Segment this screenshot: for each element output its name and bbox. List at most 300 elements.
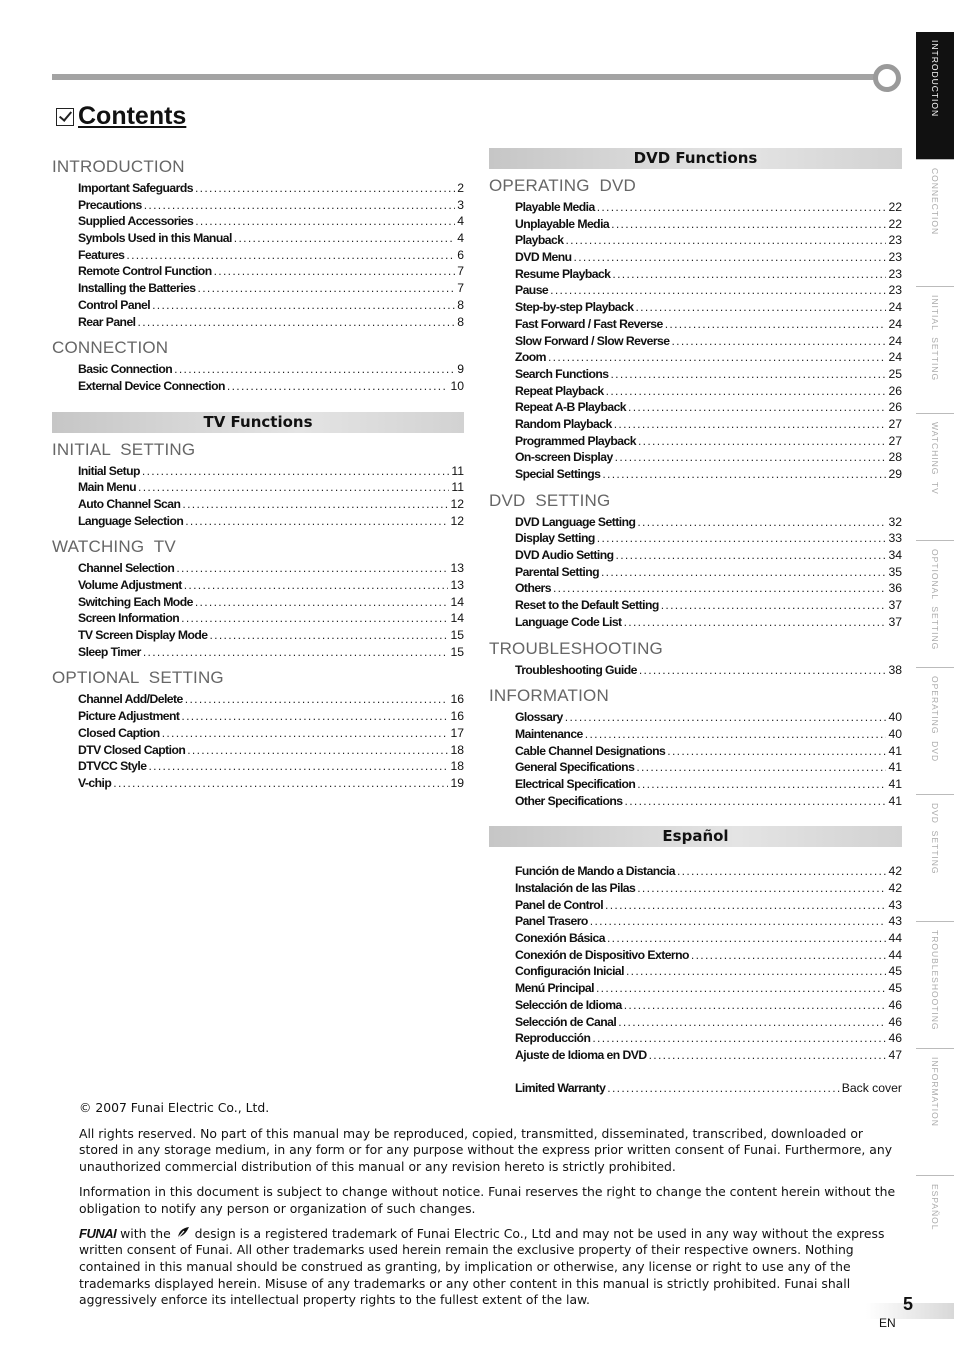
toc-right-column xyxy=(489,148,902,1097)
toc-leader-dots xyxy=(610,367,886,381)
toc-entry[interactable] xyxy=(515,598,902,615)
toc-entry-title: Configuración Inicial xyxy=(515,964,624,979)
section-tab-label: WATCHING TV xyxy=(930,422,940,495)
top-rule-circle xyxy=(873,64,901,92)
section-tab[interactable] xyxy=(916,32,954,159)
toc-list xyxy=(489,1081,902,1098)
toc-entry-title: Auto Channel Scan xyxy=(78,496,181,511)
toc-leader-dots xyxy=(637,515,886,529)
section-tab[interactable] xyxy=(916,286,954,413)
toc-leader-dots xyxy=(234,231,455,245)
toc-entry[interactable] xyxy=(515,615,902,632)
toc-entry[interactable] xyxy=(515,727,902,744)
toc-entry[interactable] xyxy=(78,692,464,709)
section-tab[interactable] xyxy=(916,667,954,794)
toc-leader-dots xyxy=(142,464,449,478)
section-tab-label: OPERATING DVD xyxy=(930,676,940,763)
section-band: TV Functions xyxy=(52,412,464,433)
toc-entry-page: 37 xyxy=(888,598,902,613)
toc-entry[interactable] xyxy=(78,578,464,595)
toc-entry[interactable] xyxy=(78,645,464,662)
toc-entry-page: 24 xyxy=(888,333,902,348)
toc-entry-title: Switching Each Mode xyxy=(78,594,193,609)
toc-entry-title: Limited Warranty xyxy=(515,1080,606,1095)
toc-entry-title: Resume Playback xyxy=(515,266,611,281)
section-tab[interactable] xyxy=(916,1048,954,1175)
toc-leader-dots xyxy=(597,531,887,545)
toc-entry-title: External Device Connection xyxy=(78,378,225,393)
toc-leader-dots xyxy=(667,744,886,758)
toc-leader-dots xyxy=(671,334,886,348)
toc-entry-title: Search Functions xyxy=(515,366,609,381)
toc-leader-dots xyxy=(585,727,887,741)
toc-entry-page: 36 xyxy=(888,581,902,596)
toc-entry[interactable] xyxy=(78,628,464,645)
toc-entry[interactable] xyxy=(78,743,464,760)
toc-entry[interactable] xyxy=(78,561,464,578)
toc-entry[interactable] xyxy=(515,367,902,384)
section-tab-label: ESPAÑOL xyxy=(930,1184,940,1231)
toc-entry-page: 25 xyxy=(888,366,902,381)
toc-entry-title: Features xyxy=(78,247,125,262)
toc-leader-dots xyxy=(565,233,886,247)
toc-entry-page: 8 xyxy=(457,297,464,312)
toc-entry-page: 19 xyxy=(450,775,464,790)
section-heading: OPERATING DVD xyxy=(489,176,637,195)
section-tab-label: CONNECTION xyxy=(930,168,940,236)
toc-entry-page: 23 xyxy=(888,283,902,298)
toc-entry[interactable] xyxy=(515,317,902,334)
toc-entry-page: 18 xyxy=(450,742,464,757)
toc-leader-dots xyxy=(614,417,887,431)
toc-entry[interactable] xyxy=(515,914,902,931)
toc-entry-page: 32 xyxy=(888,514,902,529)
toc-leader-dots xyxy=(636,300,887,314)
toc-entry[interactable] xyxy=(515,710,902,727)
toc-entry-page: 23 xyxy=(888,266,902,281)
toc-entry-title: Maintenance xyxy=(515,726,583,741)
toc-leader-dots xyxy=(214,264,456,278)
toc-leader-dots xyxy=(611,217,886,231)
toc-entry-page: 28 xyxy=(888,450,902,465)
toc-entry[interactable] xyxy=(515,864,902,881)
toc-entry-title: Repeat Playback xyxy=(515,383,604,398)
section-tab[interactable] xyxy=(916,159,954,286)
toc-entry-page: 24 xyxy=(888,300,902,315)
toc-entry-title: Language Code List xyxy=(515,614,622,629)
toc-entry-title: Sleep Timer xyxy=(78,644,141,659)
toc-leader-dots xyxy=(550,283,886,297)
toc-entry-page: 47 xyxy=(888,1047,902,1062)
toc-leader-dots xyxy=(138,480,449,494)
toc-entry-page: 22 xyxy=(888,216,902,231)
toc-entry[interactable] xyxy=(515,777,902,794)
toc-entry-title: Reset to the Default Setting xyxy=(515,598,659,613)
toc-entry-title: Reproducción xyxy=(515,1031,591,1046)
toc-entry[interactable] xyxy=(78,379,464,396)
toc-entry-page: 11 xyxy=(451,463,464,478)
toc-entry-page: 12 xyxy=(450,496,464,511)
toc-entry-page: 7 xyxy=(457,281,464,296)
toc-entry-page: 45 xyxy=(888,981,902,996)
toc-entry[interactable] xyxy=(515,794,902,811)
toc-entry-page: 35 xyxy=(888,564,902,579)
toc-entry-title: Display Setting xyxy=(515,531,595,546)
toc-leader-dots xyxy=(639,663,887,677)
toc-entry[interactable] xyxy=(515,384,902,401)
section-heading: INITIAL SETTING xyxy=(52,439,196,459)
toc-list xyxy=(52,181,464,331)
toc-entry-title: Language Selection xyxy=(78,513,184,528)
toc-leader-dots xyxy=(637,881,886,895)
toc-entry[interactable] xyxy=(78,214,464,231)
toc-entry[interactable] xyxy=(515,948,902,965)
toc-entry[interactable] xyxy=(515,467,902,484)
toc-entry-title: Conexión de Dispositivo Externo xyxy=(515,947,689,962)
toc-entry[interactable] xyxy=(78,231,464,248)
toc-leader-dots xyxy=(606,384,887,398)
trademark-text-b: design is a registered trademark of Funai Electric Co., Ltd and may not be used in any way without the express written consent of Funai. All other trademarks used herein remain the exclusive property of their respective owners. Nothing contained in this manual should be construed as granting, by implication or otherwise, any license or right to use any of the trademarks displayed herein. Misuse of any trademarks or any other content in this manual is strictly prohibited. Funai shall aggressively enforce its intellectual property rights to the fullest extent of the law. xyxy=(79,1225,885,1308)
toc-leader-dots xyxy=(618,1015,886,1029)
toc-leader-dots xyxy=(162,726,449,740)
toc-entry[interactable] xyxy=(78,362,464,379)
toc-entry[interactable] xyxy=(515,931,902,948)
toc-leader-dots xyxy=(138,315,456,329)
toc-entry-page: 3 xyxy=(457,197,464,212)
toc-leader-dots xyxy=(548,350,886,364)
toc-entry[interactable] xyxy=(78,709,464,726)
toc-entry-page: 45 xyxy=(888,964,902,979)
toc-entry-page: 44 xyxy=(888,931,902,946)
toc-entry[interactable] xyxy=(515,450,902,467)
toc-entry[interactable] xyxy=(78,264,464,281)
toc-entry[interactable] xyxy=(515,283,902,300)
toc-entry[interactable] xyxy=(515,515,902,532)
toc-entry[interactable] xyxy=(515,1081,902,1098)
toc-leader-dots xyxy=(144,198,456,212)
toc-entry[interactable] xyxy=(78,464,464,481)
section-tab-label: INITIAL SETTING xyxy=(930,295,940,382)
toc-leader-dots xyxy=(649,1048,887,1062)
toc-entry-title: Glossary xyxy=(515,710,563,725)
toc-entry[interactable] xyxy=(515,350,902,367)
toc-leader-dots xyxy=(195,181,455,195)
section-tab[interactable] xyxy=(916,794,954,921)
toc-leader-dots xyxy=(592,1031,886,1045)
trademark-text-a: with the xyxy=(116,1225,175,1241)
toc-entry-title: Precautions xyxy=(78,197,142,212)
checkbox-icon xyxy=(56,108,74,126)
toc-leader-dots xyxy=(209,628,448,642)
toc-entry[interactable] xyxy=(515,531,902,548)
toc-entry-page: 4 xyxy=(457,214,464,229)
toc-entry[interactable] xyxy=(515,400,902,417)
section-band: Español xyxy=(489,826,902,847)
toc-entry-title: V-chip xyxy=(78,775,112,790)
toc-entry[interactable] xyxy=(78,315,464,332)
toc-entry-page: 14 xyxy=(450,611,464,626)
toc-leader-dots xyxy=(182,497,448,511)
toc-entry[interactable] xyxy=(515,964,902,981)
toc-entry-title: DTV Closed Caption xyxy=(78,742,186,757)
toc-leader-dots xyxy=(612,267,886,281)
toc-entry-page: 4 xyxy=(457,231,464,246)
toc-entry-page: 41 xyxy=(888,793,902,808)
toc-entry-title: Symbols Used in this Manual xyxy=(78,231,232,246)
toc-leader-dots xyxy=(637,777,886,791)
toc-entry-page: 18 xyxy=(450,759,464,774)
page-title xyxy=(56,102,186,131)
toc-leader-dots xyxy=(181,709,448,723)
page-number: 5 xyxy=(903,1294,914,1314)
toc-entry[interactable] xyxy=(78,497,464,514)
toc-leader-dots xyxy=(597,200,887,214)
toc-leader-dots xyxy=(574,250,887,264)
toc-entry-page: 15 xyxy=(450,644,464,659)
toc-entry-title: Pause xyxy=(515,283,549,298)
toc-entry-page: 15 xyxy=(450,628,464,643)
toc-leader-dots xyxy=(665,317,887,331)
toc-leader-dots xyxy=(565,710,887,724)
toc-entry[interactable] xyxy=(515,760,902,777)
toc-entry-title: Unplayable Media xyxy=(515,216,610,231)
toc-entry[interactable] xyxy=(515,1048,902,1065)
toc-entry-page: 46 xyxy=(888,1031,902,1046)
toc-entry-title: Basic Connection xyxy=(78,362,173,377)
toc-leader-dots xyxy=(176,561,448,575)
toc-entry-page: 23 xyxy=(888,233,902,248)
toc-list xyxy=(489,864,902,1064)
toc-list xyxy=(489,200,902,484)
toc-entry-page: 43 xyxy=(888,914,902,929)
toc-entry-page: 7 xyxy=(457,264,464,279)
toc-entry-title: Cable Channel Designations xyxy=(515,743,666,758)
toc-entry-title: Random Playback xyxy=(515,416,612,431)
toc-leader-dots xyxy=(553,581,886,595)
toc-leader-dots xyxy=(616,548,887,562)
toc-entry[interactable] xyxy=(515,998,902,1015)
toc-entry-title: Important Safeguards xyxy=(78,181,193,195)
toc-entry-page: 16 xyxy=(450,692,464,707)
toc-leader-dots xyxy=(636,760,886,774)
toc-entry-page: 41 xyxy=(888,760,902,775)
toc-entry-title: Slow Forward / Slow Reverse xyxy=(515,333,670,348)
toc-entry[interactable] xyxy=(515,663,902,680)
toc-leader-dots xyxy=(605,898,886,912)
toc-entry[interactable] xyxy=(515,1031,902,1048)
toc-entry-page: 24 xyxy=(888,316,902,331)
section-tab-label: INTRODUCTION xyxy=(930,40,940,118)
toc-entry-title: Selección de Idioma xyxy=(515,997,622,1012)
toc-entry-title: Programmed Playback xyxy=(515,433,636,448)
section-tab[interactable] xyxy=(916,540,954,667)
toc-leader-dots xyxy=(152,298,455,312)
toc-leader-dots xyxy=(184,578,449,592)
section-heading: DVD SETTING xyxy=(489,490,611,510)
toc-entry-page: 9 xyxy=(457,362,464,377)
toc-entry[interactable] xyxy=(515,881,902,898)
toc-entry[interactable] xyxy=(515,217,902,234)
toc-entry[interactable] xyxy=(515,434,902,451)
toc-list xyxy=(489,515,902,632)
toc-entry-title: Closed Caption xyxy=(78,725,160,740)
leaf-logo-icon xyxy=(175,1226,191,1240)
toc-entry-title: Zoom xyxy=(515,350,546,365)
toc-list xyxy=(489,710,902,810)
toc-left-column xyxy=(52,150,464,793)
section-tab-label: TROUBLESHOOTING xyxy=(930,930,940,1031)
section-band: DVD Functions xyxy=(489,148,902,169)
toc-entry[interactable] xyxy=(515,548,902,565)
toc-leader-dots xyxy=(148,759,448,773)
section-heading: TROUBLESHOOTING xyxy=(489,638,663,658)
section-heading: CONNECTION xyxy=(52,338,169,358)
toc-entry-page: 26 xyxy=(888,383,902,398)
toc-entry-title: Channel Add/Delete xyxy=(78,692,183,707)
toc-leader-dots xyxy=(615,450,887,464)
toc-entry[interactable] xyxy=(515,1015,902,1032)
rights-paragraph: All rights reserved. No part of this manual may be reproduced, copied, transmitted, disseminated, transcribed, downloaded or stored in any storage medium, in any form or for any purpose without the express prior written consent of Funai. Furthermore, any unauthorized commercial distribution of this manual or any revision hereto is strictly prohibited. xyxy=(79,1125,893,1174)
toc-entry-title: DVD Menu xyxy=(515,250,572,265)
toc-entry[interactable] xyxy=(78,611,464,628)
toc-entry-title: TV Screen Display Mode xyxy=(78,628,208,643)
notice-paragraph: Information in this document is subject to change without notice. Funai reserves the right to change the content herein without the obligation to notify any person or organization of such changes. xyxy=(79,1183,896,1216)
toc-entry-page: 43 xyxy=(888,897,902,912)
toc-entry[interactable] xyxy=(78,298,464,315)
toc-entry[interactable] xyxy=(78,480,464,497)
toc-leader-dots xyxy=(607,931,886,945)
top-rule xyxy=(52,74,877,80)
toc-entry-page: 34 xyxy=(888,548,902,563)
toc-entry-title: Función de Mando a Distancia xyxy=(515,864,675,879)
toc-entry-page: 12 xyxy=(450,513,464,528)
toc-entry-page: Back cover xyxy=(841,1080,902,1095)
toc-entry-title: DVD Audio Setting xyxy=(515,548,614,563)
toc-leader-dots xyxy=(601,565,886,579)
toc-entry[interactable] xyxy=(515,417,902,434)
toc-leader-dots xyxy=(624,615,887,629)
toc-entry-page: 33 xyxy=(888,531,902,546)
toc-entry-title: Volume Adjustment xyxy=(78,578,182,592)
toc-entry[interactable] xyxy=(78,281,464,298)
toc-entry-title: Conexión Básica xyxy=(515,931,605,946)
toc-leader-dots xyxy=(198,281,456,295)
toc-leader-dots xyxy=(624,998,887,1012)
toc-entry[interactable] xyxy=(78,514,464,531)
toc-entry[interactable] xyxy=(515,565,902,582)
toc-entry-title: Remote Control Function xyxy=(78,264,212,279)
section-tab[interactable] xyxy=(916,413,954,540)
toc-entry-page: 46 xyxy=(888,997,902,1012)
toc-leader-dots xyxy=(638,434,886,448)
toc-entry[interactable] xyxy=(515,898,902,915)
toc-leader-dots xyxy=(626,964,886,978)
toc-entry-page: 22 xyxy=(888,200,902,214)
toc-entry-page: 42 xyxy=(888,881,902,895)
toc-entry-title: Repeat A-B Playback xyxy=(515,400,627,415)
toc-leader-dots xyxy=(691,948,887,962)
toc-entry[interactable] xyxy=(515,581,902,598)
toc-entry[interactable] xyxy=(78,595,464,612)
toc-entry-page: 38 xyxy=(888,662,902,677)
toc-leader-dots xyxy=(195,595,449,609)
toc-entry[interactable] xyxy=(78,776,464,793)
toc-entry[interactable] xyxy=(78,181,464,198)
toc-entry-title: Panel de Control xyxy=(515,897,604,912)
toc-entry-title: Control Panel xyxy=(78,297,151,312)
section-tab-label: DVD SETTING xyxy=(930,803,940,875)
funai-logo: FUNAI xyxy=(79,1225,117,1241)
toc-list xyxy=(52,362,464,395)
toc-entry-title: Instalación de las Pilas xyxy=(515,881,636,895)
toc-entry[interactable] xyxy=(78,726,464,743)
toc-entry-page: 8 xyxy=(457,314,464,329)
toc-entry-title: Panel Trasero xyxy=(515,914,588,929)
toc-entry-page: 14 xyxy=(450,594,464,609)
toc-entry[interactable] xyxy=(515,200,902,217)
toc-leader-dots xyxy=(187,743,448,757)
page-language: EN xyxy=(879,1316,896,1330)
toc-entry-title: Supplied Accessories xyxy=(78,214,194,229)
section-tab[interactable] xyxy=(916,1175,954,1302)
copyright-line: © 2007 Funai Electric Co., Ltd. xyxy=(79,1100,270,1115)
section-tab[interactable] xyxy=(916,921,954,1048)
toc-list xyxy=(52,561,464,661)
toc-entry-page: 40 xyxy=(888,726,902,741)
section-heading: OPTIONAL SETTING xyxy=(52,668,224,688)
toc-entry-title: On-screen Display xyxy=(515,450,613,465)
toc-entry-page: 2 xyxy=(457,181,464,195)
toc-entry-title: Picture Adjustment xyxy=(78,709,180,724)
toc-list xyxy=(52,464,464,531)
toc-entry-title: DTVCC Style xyxy=(78,759,147,774)
toc-entry-page: 41 xyxy=(888,776,902,791)
toc-entry-title: Rear Panel xyxy=(78,314,136,329)
toc-leader-dots xyxy=(113,776,448,790)
toc-leader-dots xyxy=(185,514,448,528)
trademark-paragraph xyxy=(79,1226,899,1309)
toc-leader-dots xyxy=(227,379,449,393)
section-heading: INFORMATION xyxy=(489,686,609,706)
toc-entry-title: Other Specifications xyxy=(515,793,623,808)
toc-entry[interactable] xyxy=(515,981,902,998)
toc-entry[interactable] xyxy=(515,334,902,351)
toc-entry-page: 40 xyxy=(888,710,902,725)
toc-entry-page: 41 xyxy=(888,743,902,758)
toc-leader-dots xyxy=(195,214,455,228)
toc-entry[interactable] xyxy=(78,198,464,215)
toc-entry[interactable] xyxy=(515,267,902,284)
toc-entry-page: 44 xyxy=(888,947,902,962)
toc-entry[interactable] xyxy=(515,744,902,761)
toc-entry[interactable] xyxy=(78,248,464,265)
toc-entry-page: 13 xyxy=(450,561,464,576)
toc-entry-title: DVD Language Setting xyxy=(515,514,636,529)
toc-entry-title: Electrical Specification xyxy=(515,776,636,791)
toc-entry-page: 17 xyxy=(450,725,464,740)
toc-entry[interactable] xyxy=(515,300,902,317)
toc-entry[interactable] xyxy=(78,759,464,776)
toc-entry-title: Step-by-step Playback xyxy=(515,300,634,315)
toc-entry[interactable] xyxy=(515,250,902,267)
toc-entry-title: Installing the Batteries xyxy=(78,281,196,296)
toc-leader-dots xyxy=(677,864,886,878)
toc-entry-title: Fast Forward / Fast Reverse xyxy=(515,316,663,331)
toc-entry-title: Menú Principal xyxy=(515,981,594,996)
toc-leader-dots xyxy=(661,598,887,612)
toc-entry-page: 27 xyxy=(888,433,902,448)
toc-entry[interactable] xyxy=(515,233,902,250)
